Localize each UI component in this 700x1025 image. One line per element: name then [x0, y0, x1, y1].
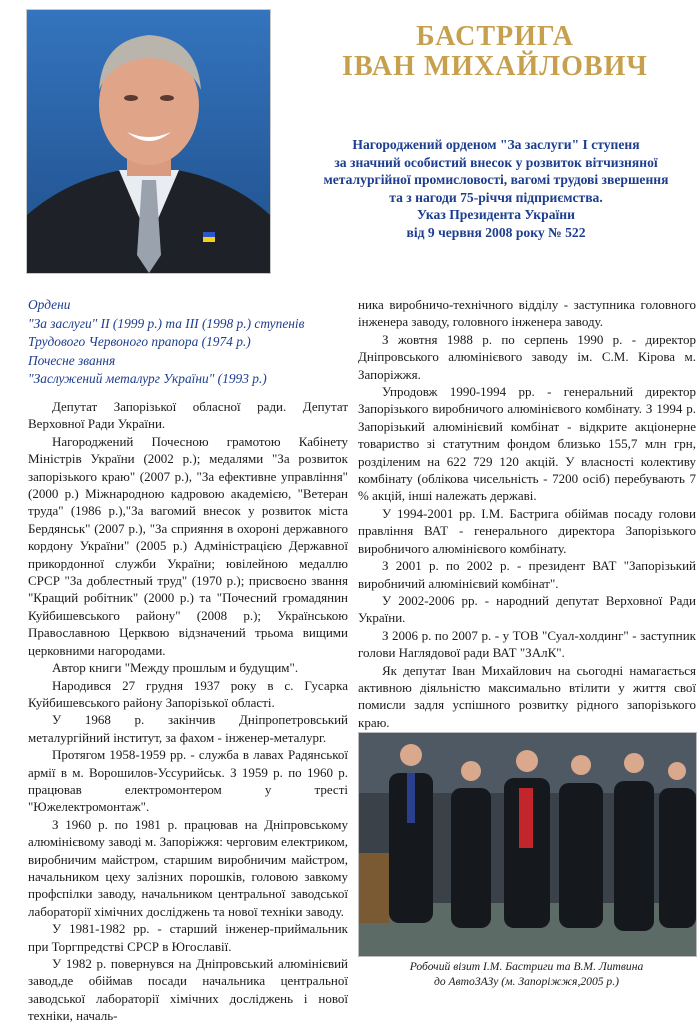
caption-line: Робочий візит І.М. Бастриги та В.М. Литвина	[409, 960, 644, 973]
bio-paragraph: Упродовж 1990-1994 рр. - генеральний директор Запорізького виробничого алюмінієвого комбінату. З 1994 р. Запорізький алюмінієвий комбінат - відкрите акціонерне товариство зі статутним фондом близько 155,7 млн грн, розділеним на 622 729 120 акцій. У власності колективу комбінату (облікова чисельність - 7200 осіб) перебувають 7 % акцій, інші належать державі.	[358, 384, 696, 504]
bio-paragraph: Депутат Запорізької обласної ради. Депутат Верховної Ради України.	[28, 399, 348, 432]
award-line: за значний особистий внесок у розвиток вітчизняної	[334, 154, 658, 170]
person-surname: БАСТРИГА	[416, 21, 574, 52]
award-line: металургійної промисловості, вагомі трудові звершення	[323, 172, 669, 188]
caption-line: до АвтоЗАЗу (м. Запоріжжя,2005 р.)	[433, 975, 619, 988]
bio-paragraph: З 1960 р. по 1981 р. працював на Дніпровському алюмінієвому заводі м. Запоріжжя: черговим електриком, виробничим майстром, старшим виробничим майстром, начальником цеху залізних порошків, головою завкому профспілки заводу, начальником центральної заводської лабораторії хімічних досліджень та нової техніки заводу.	[28, 816, 348, 919]
photo-caption	[358, 959, 695, 989]
bio-paragraph: У 1968 р. закінчив Дніпропетровський металургійний інститут, за фахом - інженер-металург.	[28, 712, 348, 745]
award-statement	[296, 136, 696, 242]
bio-paragraph: Автор книги "Между прошлым и будущим".	[52, 660, 299, 676]
bio-paragraph: З 2001 р. по 2002 р. - президент ВАТ "Запорізький виробничий алюмінієвий комбінат".	[358, 558, 696, 591]
bio-paragraph: Нагороджений Почесною грамотою Кабінету Міністрів України (2002 р.); медалями "За розвиток запорізького краю" (2007 р.), "За ефективне управління" (2000 р.) Міжнародною кадровою академією, "Ветеран труда" (1986 р.),"За вагомий внесок у розвиток міста Бердянськ" (2007 р.), "За сприяння в охороні державного кордону України" (2005 р.) Адміністрацією Державної прикордонної служби України; ювілейною медаллю СРСР "За доблестный труд" (1970 р.); присвоєно звання "Кращий робітник" (2000 р.) та "Почесний громадянин Куйбишевського району" (2008 р.); Українською Православною Церквою відзначений трьома вищими церковними нагородами.	[28, 433, 348, 658]
orders-and-titles	[28, 296, 348, 389]
bio-paragraph: У 1994-2001 рр. І.М. Бастрига обіймав посаду голови правління ВАТ - генерального директора Запорізького виробничого алюмінієвого комбінату.	[358, 505, 696, 556]
bio-paragraph: У 1981-1982 рр. - старший інженер-приймальник при Торгпредстві СРСР в Югославії.	[28, 921, 348, 954]
bio-paragraph: Протягом 1958-1959 рр. - служба в лавах Радянської армії в м. Ворошилов-Уссурийськ. З 1959 р. по 1960 р. працював електромонтером у тресті "Южелектромонтаж".	[28, 747, 348, 815]
bio-paragraph: У 2002-2006 рр. - народний депутат Верховної Ради України.	[358, 592, 696, 626]
visit-photo	[358, 732, 697, 957]
bio-paragraph: Народився 27 грудня 1937 року в с. Гусарка Куйбишевського району Запорізької області.	[28, 677, 348, 710]
award-line: та з нагоди 75-річчя підприємства.	[389, 189, 603, 205]
bio-paragraph: З жовтня 1988 р. по серпень 1990 р. - директор Дніпровського алюмінієвого заводу ім. С.М. Кірова м. Запоріжжя.	[358, 331, 696, 382]
award-line: Нагороджений орденом "За заслуги" І ступеня	[352, 137, 640, 152]
person-given-names: ІВАН МИХАЙЛОВИЧ	[342, 51, 648, 82]
awards-list-item: Почесне звання	[28, 352, 116, 368]
award-line: Указ Президента України	[417, 207, 575, 223]
awards-list-item: "За заслуги" ІІ (1999 р.) та ІІІ (1998 р.) ступенів	[28, 315, 305, 331]
biography-right-column	[358, 296, 696, 731]
bio-paragraph-continuation: ника виробничо-технічного відділу - заступника головного інженера заводу, головного інженера заводу.	[358, 297, 696, 330]
awards-list-item: "Заслужений металург України" (1993 р.)	[28, 371, 267, 386]
awards-list-item: Ордени	[28, 297, 71, 312]
portrait-photo	[26, 9, 271, 274]
awards-list-item: Трудового Червоного прапора (1974 р.)	[28, 334, 251, 349]
bio-paragraph: У 1982 р. повернувся на Дніпровський алюмінієвий завод,де обіймав посади начальника центральної заводської лабораторії хімічних досліджень і нової техніки, началь-	[28, 956, 348, 1024]
biography-left-column	[28, 398, 348, 1025]
person-name	[300, 22, 690, 82]
bio-paragraph: Як депутат Іван Михайлович на сьогодні намагається активною діяльністю максимально втілити у життя свої помисли задля успішного розвитку рідного запорізького краю.	[358, 662, 696, 730]
award-line: від 9 червня 2008 року № 522	[406, 224, 586, 240]
bio-paragraph: З 2006 р. по 2007 р. - у ТОВ "Суал-холдинг" - заступник голови Наглядової ради ВАТ "ЗАлК".	[358, 627, 696, 661]
